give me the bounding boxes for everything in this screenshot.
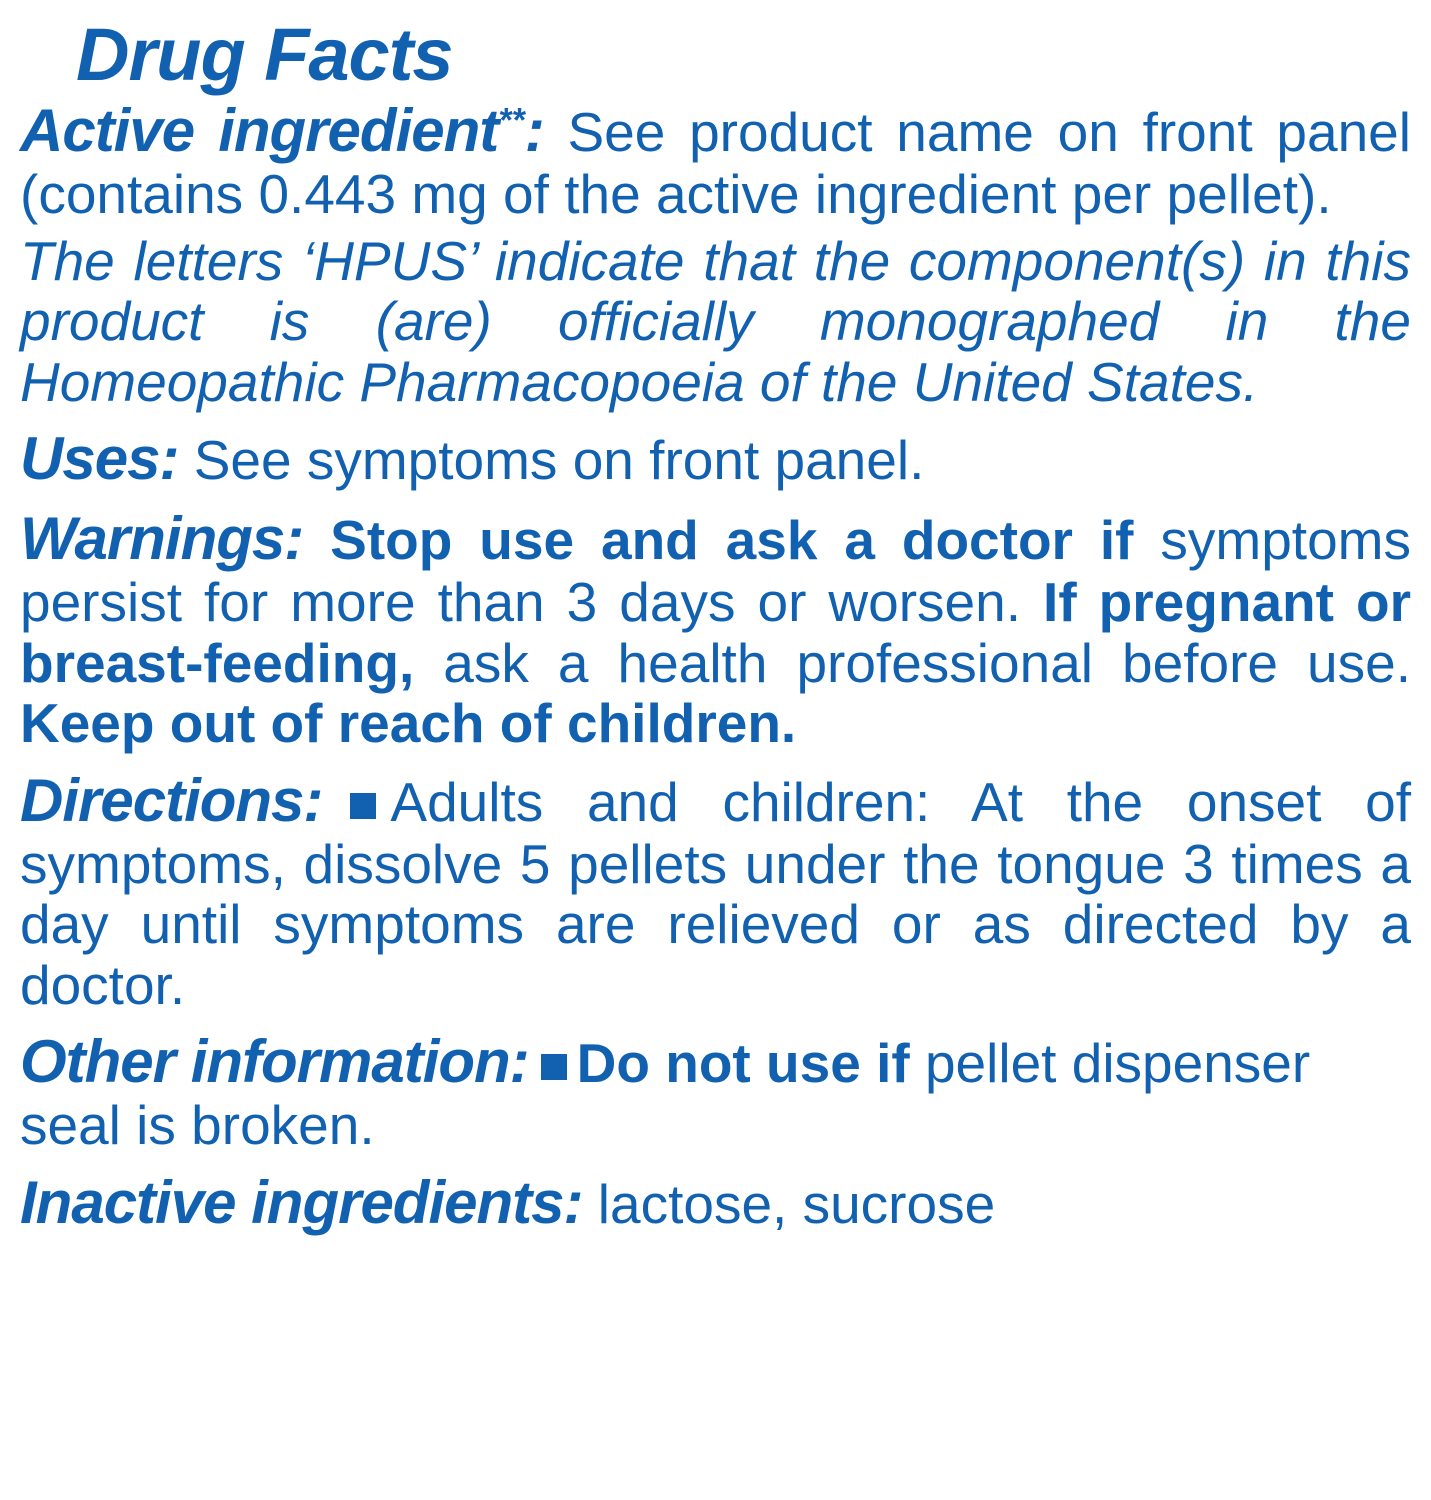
warnings-bold-3: Keep out of reach of children. (20, 692, 797, 754)
warnings-bold-2: If pregnant or breast-feeding, (20, 571, 1411, 694)
uses-body: See symptoms on front panel. (193, 429, 925, 491)
directions-body: Adults and children: At the onset of symptoms, dissolve 5 pellets under the tongue 3 times a day until symptoms are relieved or as directed by a doctor. (20, 770, 1411, 1016)
active-ingredient-section (20, 98, 1411, 225)
directions-heading: Directions: (20, 766, 323, 834)
active-ingredient-body: See product name on front panel (contains 0.443 mg of the active ingredient per pellet). (20, 101, 1411, 225)
hpus-note (20, 231, 1411, 413)
uses-section (20, 426, 1411, 492)
warnings-heading: Warnings: (20, 505, 304, 572)
active-ingredient-heading-colon: : (524, 97, 544, 164)
active-ingredient-heading: Active ingredient (20, 97, 499, 164)
warnings-text-2: ask a health professional before use. (414, 631, 1411, 694)
other-information-bold-1: Do not use if (576, 1032, 910, 1094)
hpus-note-text: The letters ‘HPUS’ indicate that the component(s) in this product is (are) officially monographed in the Homeopathic Pharmacopoeia of the United States. (20, 229, 1411, 413)
warnings-text-1: symptoms persist for more than 3 days or worsen. (20, 509, 1411, 633)
warnings-section (20, 506, 1411, 754)
active-ingredient-superscript: ** (498, 101, 525, 140)
warnings-bold-1: Stop use and ask a doctor if (330, 509, 1134, 571)
other-information-heading: Other information: (20, 1028, 529, 1095)
inactive-ingredients-heading: Inactive ingredients: (20, 1168, 583, 1236)
square-bullet-icon (541, 1054, 567, 1080)
inactive-ingredients-body: lactose, sucrose (597, 1172, 996, 1235)
directions-section (20, 768, 1411, 1016)
page-title: Drug Facts (76, 13, 453, 96)
square-bullet-icon (350, 793, 376, 819)
inactive-ingredients-section (20, 1170, 1411, 1236)
other-information-text-1: pellet dispenser seal is broken. (20, 1032, 1311, 1156)
uses-heading: Uses: (20, 425, 179, 492)
other-information-section (20, 1029, 1411, 1156)
